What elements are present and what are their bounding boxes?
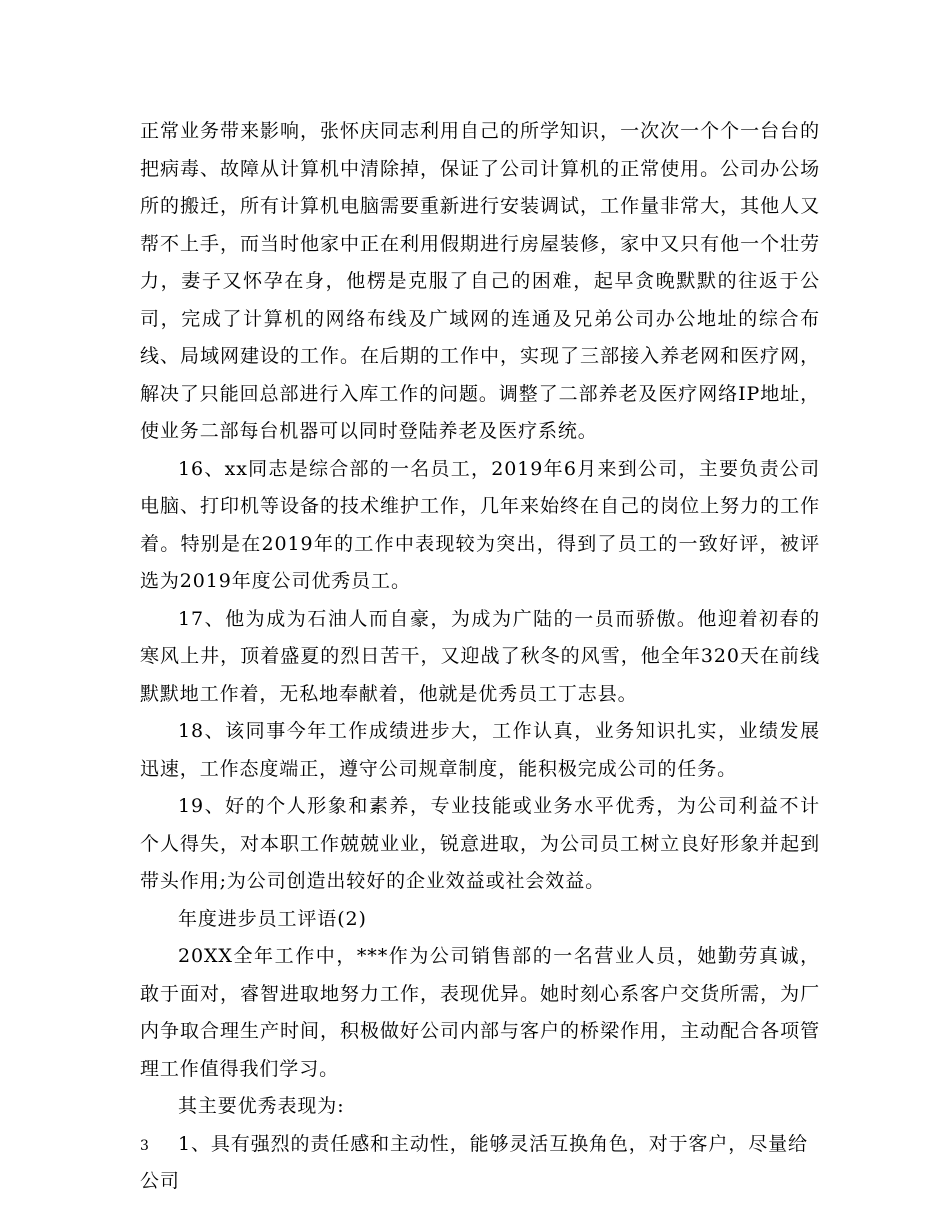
paragraph: 19、好的个人形象和素养，专业技能或业务水平优秀，为公司利益不计个人得失，对本职工作兢兢业业，锐意进取，为公司员工树立良好形象并起到带头作用;为公司创造出较好的企业效益或社会效益。 <box>140 795 820 892</box>
paragraph: 16、xx同志是综合部的一名员工，2019年6月来到公司，主要负责公司电脑、打印机等设备的技术维护工作，几年来始终在自己的岗位上努力的工作着。特别是在2019年的工作中表现较为突出，得到了员工的一致好评，被评选为2019年度公司优秀员工。 <box>140 457 820 592</box>
paragraph: 20XX全年工作中，***作为公司销售部的一名营业人员，她勤劳真诚，敢于面对，睿智进取地努力工作，表现优异。她时刻心系客户交货所需，为厂内争取合理生产时间，积极做好公司内部与客户的桥梁作用，主动配合各项管理工作值得我们学习。 <box>140 945 820 1080</box>
paragraph: 正常业务带来影响，张怀庆同志利用自己的所学知识，一次次一个个一台台的把病毒、故障从计算机中清除掉，保证了公司计算机的正常使用。公司办公场所的搬迁，所有计算机电脑需要重新进行安装调试，工作量非常大，其他人又帮不上手，而当时他家中正在利用假期进行房屋装修，家中又只有他一个壮劳力，妻子又怀孕在身，他楞是克服了自己的困难，起早贪晚默默的往返于公司，完成了计算机的网络布线及广域网的连通及兄弟公司办公地址的综合布线、局域网建设的工作。在后期的工作中，实现了三部接入养老网和医疗网，解决了只能回总部进行入库工作的问题。调整了二部养老及医疗网络IP地址，使业务二部每台机器可以同时登陆养老及医疗系统。 <box>140 120 820 442</box>
paragraph: 18、该同事今年工作成绩进步大，工作认真，业务知识扎实，业绩发展迅速，工作态度端正，遵守公司规章制度，能积极完成公司的任务。 <box>140 720 820 780</box>
section-heading: 年度进步员工评语(2) <box>178 907 367 930</box>
document-body <box>140 113 820 1201</box>
page-number: 3 <box>140 1138 149 1154</box>
paragraph: 其主要优秀表现为: <box>178 1095 345 1117</box>
paragraph: 17、他为成为石油人而自豪，为成为广陆的一员而骄傲。他迎着初春的寒风上井，顶着盛夏的烈日苦干，又迎战了秋冬的风雪，他全年320天在前线默默地工作着，无私地奉献着，他就是优秀员工丁志县。 <box>140 607 820 705</box>
paragraph: 1、具有强烈的责任感和主动性，能够灵活互换角色，对于客户，尽量给公司 <box>140 1132 808 1192</box>
